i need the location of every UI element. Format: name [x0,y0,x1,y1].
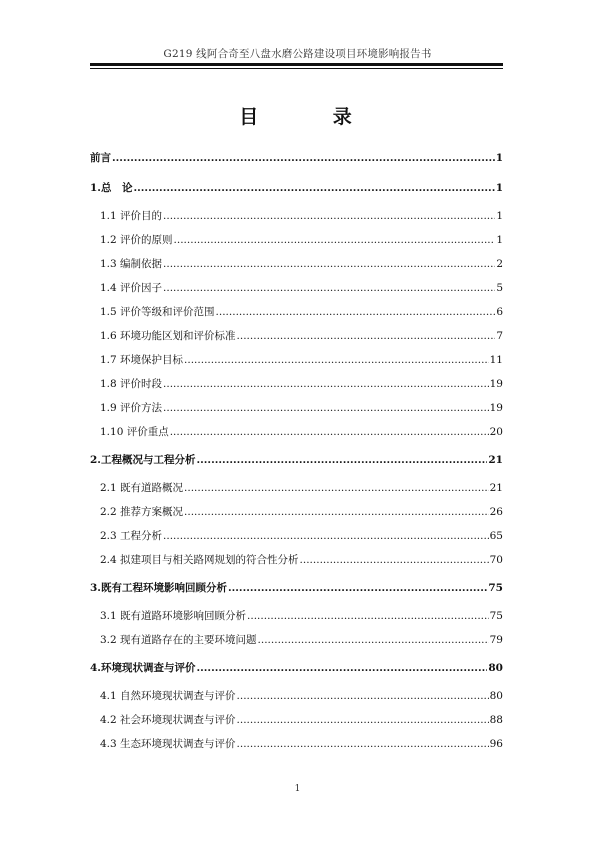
toc-entry-page: 5 [496,282,503,294]
toc-entry-label: 4.环境现状调查与评价 [90,662,196,674]
toc-entry-page: 65 [489,530,503,542]
toc-entry-page: 79 [489,634,503,646]
toc-entry[interactable] [90,354,503,366]
toc-entry-label: 1.2 评价的原则 [100,234,173,246]
toc-entry[interactable] [90,530,503,542]
toc-entry[interactable] [90,714,503,726]
toc-entry[interactable] [90,426,503,438]
toc-leader-dots [163,530,489,542]
toc-entry-label: 2.1 既有道路概况 [100,482,184,494]
toc-entry-label: 1.总 论 [90,182,133,194]
toc-entry-label: 1.10 评价重点 [100,426,169,438]
toc-entry-page: 19 [489,402,503,414]
toc-leader-dots [228,582,487,594]
toc-entry[interactable] [90,234,503,246]
toc-entry-label: 前言 [90,152,111,164]
toc-leader-dots [216,306,496,318]
toc-leader-dots [174,234,496,246]
toc-leader-dots [184,354,489,366]
toc-entry-page: 70 [489,554,503,566]
toc-leader-dots [163,378,489,390]
toc-leader-dots [196,454,487,466]
toc-leader-dots [170,426,489,438]
toc-entry[interactable] [90,210,503,222]
toc-entry[interactable] [90,738,503,750]
toc-entry-page: 19 [489,378,503,390]
toc-leader-dots [163,258,495,270]
toc-entry-page: 26 [489,506,503,518]
toc-entry[interactable] [90,690,503,702]
toc-entry[interactable] [90,152,503,164]
toc-leader-dots [163,402,489,414]
toc-entry[interactable] [90,258,503,270]
toc-entry-page: 21 [489,482,503,494]
page-number: 1 [294,784,301,794]
toc-leader-dots [237,714,489,726]
toc-entry-page: 11 [489,354,503,366]
toc-entry-page: 20 [489,426,503,438]
toc-leader-dots [133,182,494,194]
toc-entry-label: 3.2 现有道路存在的主要环境问题 [100,634,257,646]
toc-entry-label: 4.2 社会环境现状调查与评价 [100,714,236,726]
toc-entry-page: 1 [496,210,503,222]
toc-entry-label: 1.9 评价方法 [100,402,163,414]
toc-leader-dots [237,738,489,750]
toc-leader-dots [163,210,495,222]
toc-entry-page: 6 [496,306,503,318]
toc-entry-label: 3.既有工程环境影响回顾分析 [90,582,227,594]
toc-entry-label: 1.5 评价等级和评价范围 [100,306,215,318]
toc-entry[interactable] [90,482,503,494]
toc-leader-dots [196,662,487,674]
toc-entry-page: 75 [489,610,503,622]
toc-entry-page: 1 [495,182,503,194]
header-rule-thin [90,68,503,69]
toc-entry-page: 7 [496,330,503,342]
toc-entry-label: 2.3 工程分析 [100,530,163,542]
toc-entry-label: 1.8 评价时段 [100,378,163,390]
toc-entry-page: 1 [496,234,503,246]
toc-leader-dots [258,634,489,646]
toc-entry-page: 2 [496,258,503,270]
toc-entry[interactable] [90,506,503,518]
toc-leader-dots [300,554,489,566]
toc-entry-page: 1 [495,152,503,164]
toc-entry[interactable] [90,330,503,342]
toc-leader-dots [237,690,489,702]
toc-entry-label: 4.1 自然环境现状调查与评价 [100,690,236,702]
toc-entry[interactable] [90,282,503,294]
toc-entry[interactable] [90,402,503,414]
toc-entry-page: 21 [488,454,503,466]
toc-leader-dots [184,506,489,518]
toc-entry-page: 80 [489,690,503,702]
toc-entry[interactable] [90,454,503,466]
toc-entry[interactable] [90,378,503,390]
toc-entry[interactable] [90,634,503,646]
toc-leader-dots [237,330,496,342]
toc-entry-label: 2.4 拟建项目与相关路网规划的符合性分析 [100,554,299,566]
toc-entry-label: 2.工程概况与工程分析 [90,454,196,466]
toc-entry-label: 1.4 评价因子 [100,282,163,294]
toc-entry-page: 96 [489,738,503,750]
toc-entry-page: 88 [489,714,503,726]
toc-entry[interactable] [90,582,503,594]
toc-entry-page: 75 [488,582,503,594]
toc-entry[interactable] [90,662,503,674]
toc-entry-label: 1.3 编制依据 [100,258,163,270]
toc-entry[interactable] [90,182,503,194]
running-header-title: G219 线阿合奇至八盘水磨公路建设项目环境影响报告书 [163,48,432,60]
toc-entry-label: 3.1 既有道路环境影响回顾分析 [100,610,247,622]
toc-entry-label: 2.2 推荐方案概况 [100,506,184,518]
toc-leader-dots [163,282,495,294]
toc-leader-dots [112,152,495,164]
toc-entry-page: 80 [488,662,503,674]
toc-entry[interactable] [90,554,503,566]
header-rule-thick [90,63,503,66]
toc-title: 目 录 [239,106,386,128]
toc-entry-label: 1.7 环境保护目标 [100,354,184,366]
toc-entry-label: 1.6 环境功能区划和评价标准 [100,330,236,342]
toc-entry-label: 1.1 评价目的 [100,210,163,222]
toc-entry[interactable] [90,610,503,622]
toc-entry[interactable] [90,306,503,318]
toc-entry-label: 4.3 生态环境现状调查与评价 [100,738,236,750]
toc-leader-dots [184,482,489,494]
toc-leader-dots [247,610,489,622]
